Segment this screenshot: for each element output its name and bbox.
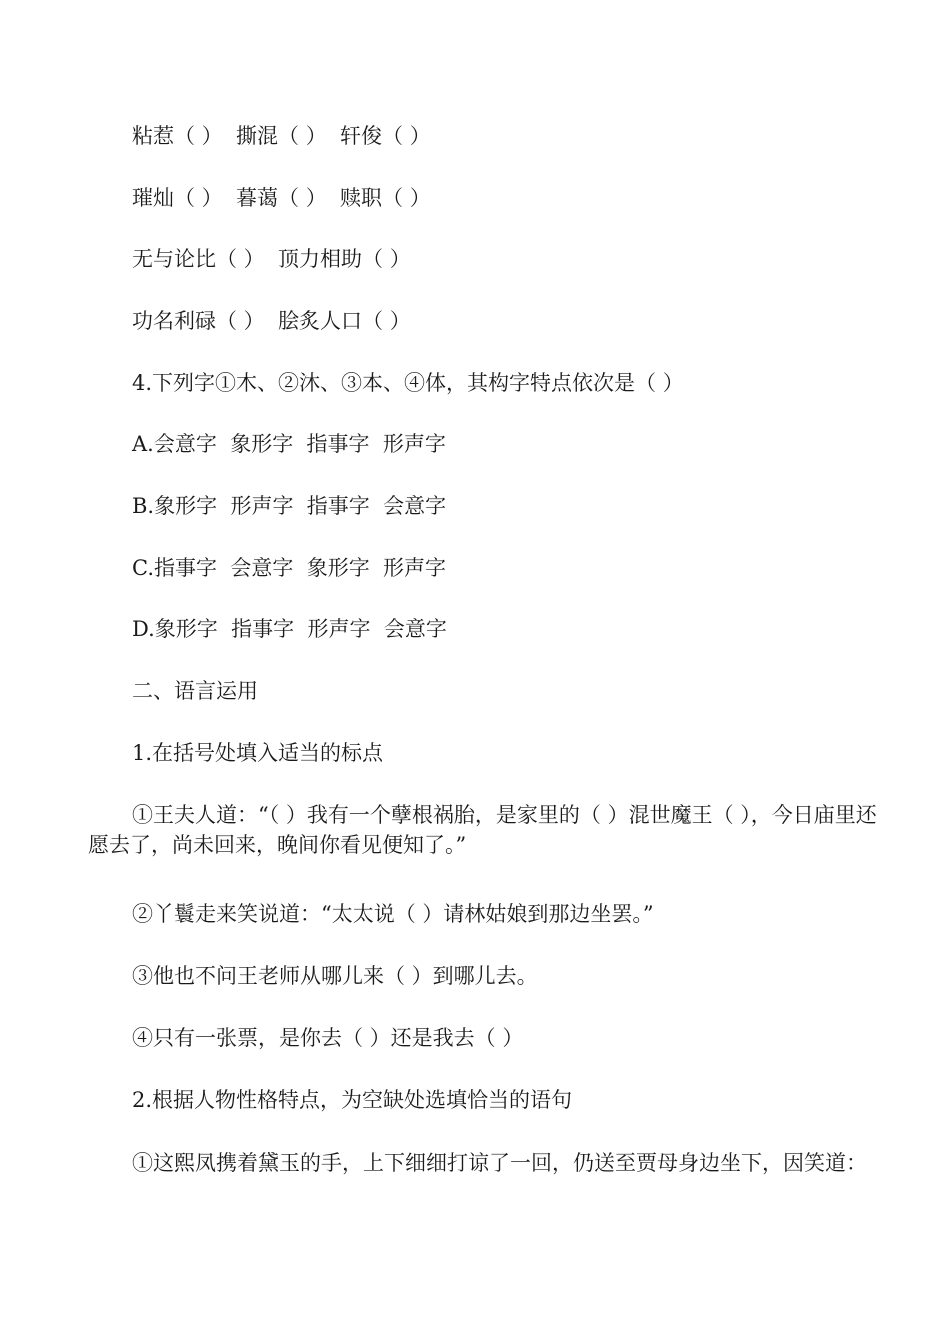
option-b: B.象形字 形声字 指事字 会意字 bbox=[132, 494, 447, 518]
question-4: 4.下列字①木、②沐、③本、④体，其构字特点依次是（ ） bbox=[132, 371, 684, 395]
punctuation-item-3: ③他也不问王老师从哪儿来（ ）到哪儿去。 bbox=[132, 964, 538, 988]
word-list-line-1: 粘惹（ ） 撕混（ ） 轩俊（ ） bbox=[132, 124, 431, 148]
word-list-line-3: 无与论比（ ） 顶力相助（ ） bbox=[132, 247, 411, 271]
option-a: A.会意字 象形字 指事字 形声字 bbox=[132, 432, 446, 456]
word-list-line-4: 功名利碌（ ） 脍炙人口（ ） bbox=[132, 309, 411, 333]
section2-question-2: 2.根据人物性格特点，为空缺处选填恰当的语句 bbox=[132, 1088, 573, 1112]
character-item-1: ①这熙凤携着黛玉的手，上下细细打谅了一回，仍送至贾母身边坐下，因笑道： bbox=[132, 1151, 867, 1175]
option-d: D.象形字 指事字 形声字 会意字 bbox=[132, 617, 447, 641]
punctuation-item-1: ①王夫人道：“（ ）我有一个孽根祸胎，是家里的（ ）混世魔王（ ），今日庙里还愿去了，尚未回来，晚间你看见便知了。” bbox=[88, 803, 877, 857]
punctuation-item-4: ④只有一张票，是你去（ ）还是我去（ ） bbox=[132, 1026, 524, 1050]
punctuation-item-2: ②丫鬟走来笑说道：“太太说（ ）请林姑娘到那边坐罢。” bbox=[132, 902, 654, 926]
section-heading-language-use: 二、语言运用 bbox=[132, 679, 258, 703]
section2-question-1: 1.在括号处填入适当的标点 bbox=[132, 741, 384, 765]
option-c: C.指事字 会意字 象形字 形声字 bbox=[132, 556, 447, 580]
word-list-line-2: 璀灿（ ） 暮蔼（ ） 赎职（ ） bbox=[132, 186, 431, 210]
